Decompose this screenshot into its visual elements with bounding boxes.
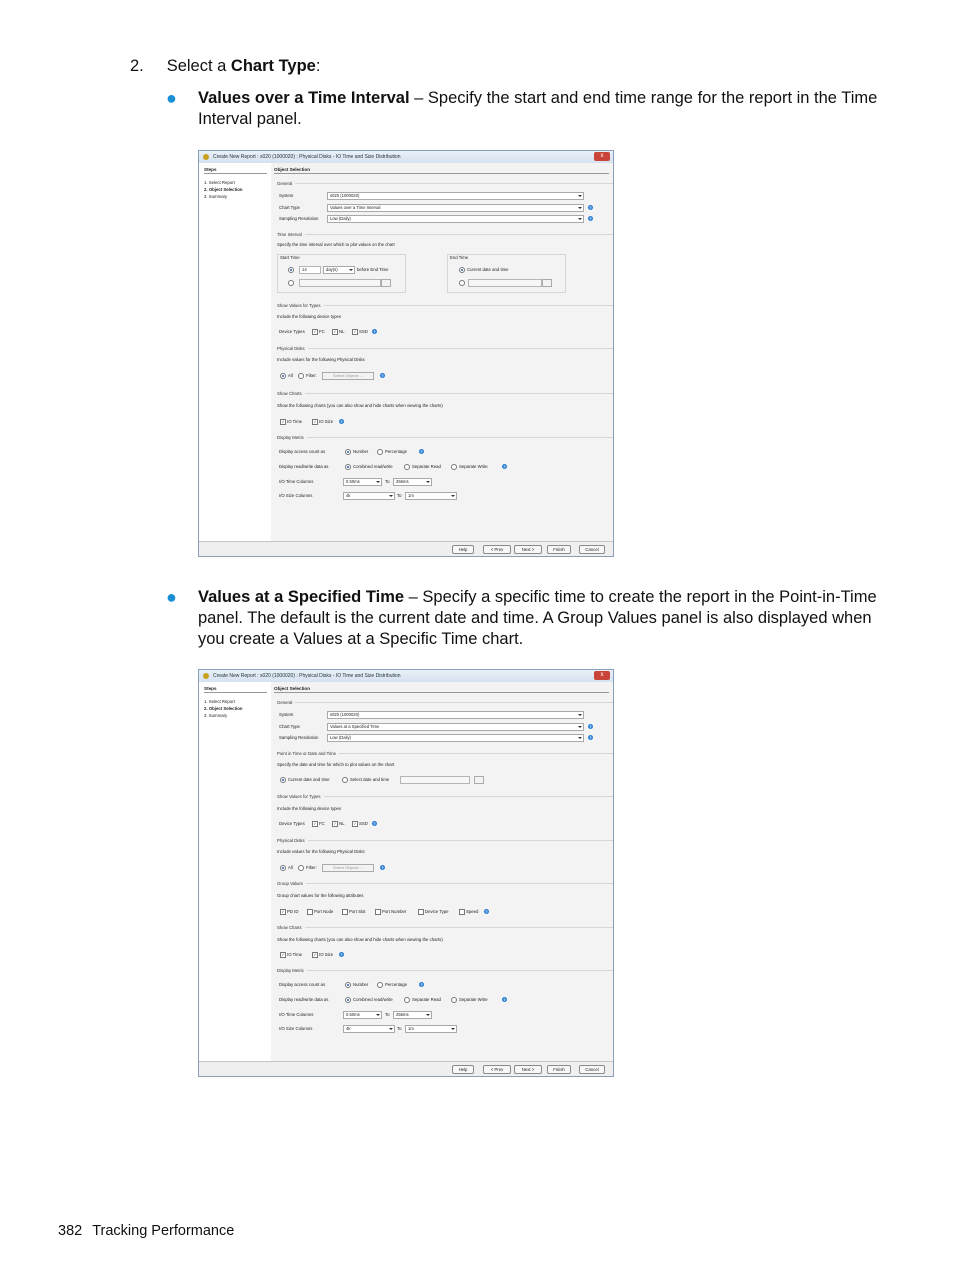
combined-label: Combined read/write	[353, 997, 393, 1002]
section-show-types: Show Values for Types	[277, 794, 321, 799]
bullet-title: Values over a Time Interval	[198, 89, 410, 107]
checkbox-ssd[interactable]: ✓	[353, 329, 357, 334]
start-time-label: Start Time	[280, 255, 300, 260]
read-write-label: Display read/write data as	[279, 464, 329, 469]
nl-label: NL	[339, 821, 345, 826]
include-disks-desc: Include values for the following Physical Disks	[277, 357, 365, 362]
read-write-label: Display read/write data as	[279, 997, 329, 1002]
ssd-label: SSD	[359, 329, 368, 334]
bullet-values-over-interval	[166, 88, 878, 130]
all-label: All	[288, 373, 293, 378]
button-bar	[199, 541, 613, 556]
filter-radio[interactable]	[298, 373, 304, 379]
device-types-label: Device Types	[279, 329, 305, 334]
dialog-values-over-interval	[198, 150, 614, 557]
chevron-down-icon	[389, 1028, 393, 1030]
io-size-to-value: 1m	[408, 493, 414, 498]
help-button[interactable]: Help	[452, 1065, 474, 1074]
checkbox-port-slot[interactable]	[342, 909, 348, 915]
chevron-down-icon	[578, 737, 582, 739]
io-time-columns-label: I/O Time Columns	[279, 1012, 314, 1017]
access-count-label: Display access count as	[279, 982, 326, 987]
separate-write-radio[interactable]	[451, 464, 457, 470]
io-size-to-select[interactable]	[405, 492, 457, 500]
help-icon[interactable]: ?	[340, 419, 343, 424]
cancel-button[interactable]: Cancel	[579, 1065, 605, 1074]
io-size-from-value: 4k	[346, 1026, 351, 1031]
ssd-label: SSD	[359, 821, 368, 826]
io-size-columns-label: I/O Size Columns	[279, 1026, 313, 1031]
section-general: General	[277, 181, 293, 186]
io-size-label: IO Size	[319, 952, 334, 957]
current-date-label: Current date and time	[288, 777, 330, 782]
prev-button[interactable]: < Prev	[483, 1065, 511, 1074]
chart-type-select[interactable]	[327, 204, 584, 212]
io-size-to-value: 1m	[408, 1026, 414, 1031]
step-item-current[interactable]: 2. Object Selection	[204, 706, 243, 711]
page-number: 382	[58, 1223, 83, 1239]
separate-read-label: Separate Read	[412, 997, 441, 1002]
help-icon[interactable]: ?	[589, 216, 592, 221]
io-size-label: IO Size	[319, 419, 334, 424]
dialog-title: Create New Report : s020 (1000020) : Physical Disks - IO Time and Size Distribution	[213, 154, 401, 160]
filter-label: Filter:	[306, 865, 317, 870]
start-unit-select[interactable]	[323, 266, 355, 274]
sampling-value: Low (Daily)	[330, 735, 351, 740]
help-icon[interactable]: ?	[373, 329, 376, 334]
chevron-down-icon	[426, 481, 430, 483]
step-number: 2.	[130, 57, 144, 75]
end-time-label: End Time	[450, 255, 469, 260]
object-selection-panel	[271, 682, 613, 1062]
end-date-radio[interactable]	[459, 280, 465, 286]
percentage-label: Percentage	[385, 982, 407, 987]
bullet-title: Values at a Specified Time	[198, 588, 405, 606]
io-time-label: IO Time	[287, 952, 303, 957]
section-general: General	[277, 700, 293, 705]
io-size-from-select[interactable]	[343, 492, 395, 500]
section-physical-disks: Physical Disks	[277, 838, 305, 843]
number-radio[interactable]	[345, 982, 351, 988]
checkbox-nl[interactable]: ✓	[333, 821, 337, 826]
separate-read-radio[interactable]	[404, 997, 410, 1003]
end-current-radio[interactable]	[459, 267, 465, 273]
checkbox-device-type[interactable]	[418, 909, 424, 915]
combined-radio[interactable]	[345, 464, 351, 470]
start-date-radio[interactable]	[288, 280, 294, 286]
help-icon[interactable]: ?	[503, 464, 506, 469]
calendar-icon[interactable]	[542, 279, 552, 287]
sampling-label: Sampling Resolution	[279, 735, 319, 740]
combined-radio[interactable]	[345, 997, 351, 1003]
all-radio[interactable]	[280, 373, 286, 379]
io-time-columns-label: I/O Time Columns	[279, 479, 314, 484]
help-icon[interactable]: ?	[589, 205, 592, 210]
io-size-from-value: 4k	[346, 493, 351, 498]
bullet-dot: ●	[166, 587, 177, 607]
sampling-value: Low (Daily)	[330, 216, 351, 221]
chart-type-label: Chart Type	[279, 724, 300, 729]
section-show-types: Show Values for Types	[277, 303, 321, 308]
pit-desc: Specify the date and time for which to plot values on the chart	[277, 762, 395, 767]
date-input[interactable]	[400, 776, 470, 784]
close-icon[interactable]: x	[594, 152, 610, 161]
steps-header: Steps	[204, 686, 217, 691]
section-show-charts: Show Charts	[277, 391, 302, 396]
calendar-icon[interactable]	[474, 776, 484, 784]
start-count-input[interactable]: 14	[299, 266, 321, 274]
chart-type-value: Values at a Specified Time	[330, 724, 380, 729]
show-charts-desc: Show the following charts (you can also show and hide charts when viewing the charts)	[277, 937, 443, 942]
chevron-down-icon	[349, 269, 353, 271]
nl-label: NL	[339, 329, 345, 334]
start-unit-value: day(s)	[326, 267, 338, 272]
chart-type-label: Chart Type	[279, 205, 300, 210]
bullet-dot: ●	[166, 88, 177, 108]
divider	[274, 173, 609, 174]
chevron-down-icon	[376, 481, 380, 483]
finish-button[interactable]: Finish	[547, 545, 571, 554]
footer-title: Tracking Performance	[92, 1223, 235, 1239]
close-icon[interactable]: x	[594, 671, 610, 680]
device-type-label: Device Type	[425, 909, 449, 914]
step-prefix: Select a	[166, 57, 231, 75]
panel-header: Object Selection	[274, 686, 310, 691]
separate-write-radio[interactable]	[451, 997, 457, 1003]
include-types-desc: Include the following device types	[277, 314, 342, 319]
next-button[interactable]: Next >	[514, 545, 542, 554]
io-time-from-value: 0.50ms	[346, 1012, 360, 1017]
system-select[interactable]	[327, 711, 584, 719]
sampling-label: Sampling Resolution	[279, 216, 319, 221]
number-label: Number	[353, 449, 369, 454]
step-item-current[interactable]: 2. Object Selection	[204, 187, 243, 192]
system-value: s020 (1000020)	[330, 193, 360, 198]
app-icon	[203, 154, 209, 160]
help-icon[interactable]: ?	[381, 865, 384, 870]
step-item[interactable]: 3. Summary	[204, 713, 228, 718]
object-selection-panel	[271, 163, 613, 542]
checkbox-fc[interactable]: ✓	[313, 329, 317, 334]
chevron-down-icon	[376, 1014, 380, 1016]
finish-button[interactable]: Finish	[547, 1065, 571, 1074]
show-charts-desc: Show the following charts (you can also show and hide charts when viewing the charts)	[277, 403, 443, 408]
help-icon[interactable]: ?	[381, 373, 384, 378]
checkbox-io-size[interactable]: ✓	[313, 952, 317, 957]
number-radio[interactable]	[345, 449, 351, 455]
divider	[274, 692, 609, 693]
help-icon[interactable]: ?	[485, 909, 488, 914]
system-label: System	[279, 712, 294, 717]
end-date-input[interactable]	[468, 279, 542, 287]
checkbox-nl[interactable]: ✓	[333, 329, 337, 334]
chart-type-select[interactable]	[327, 723, 584, 731]
start-relative-radio[interactable]	[288, 267, 294, 273]
help-icon[interactable]: ?	[503, 997, 506, 1002]
system-value: s020 (1000020)	[330, 712, 360, 717]
percentage-label: Percentage	[385, 449, 407, 454]
filter-label: Filter:	[306, 373, 317, 378]
separate-read-label: Separate Read	[412, 464, 441, 469]
checkbox-fc[interactable]: ✓	[313, 821, 317, 826]
io-time-label: IO Time	[287, 419, 303, 424]
device-types-label: Device Types	[279, 821, 305, 826]
chevron-down-icon	[578, 218, 582, 220]
time-interval-desc: Specify the time interval over which to plot values on the chart	[277, 242, 395, 247]
select-date-radio[interactable]	[342, 777, 348, 783]
step-heading	[130, 56, 320, 77]
section-display-metric: Display Metric	[277, 435, 304, 440]
select-objects-button[interactable]: Select Objects ...	[322, 864, 374, 872]
checkbox-io-time[interactable]: ✓	[281, 419, 285, 424]
step-item[interactable]: 1. Select Report	[204, 699, 235, 704]
system-label: System	[279, 193, 294, 198]
checkbox-port-number[interactable]	[375, 909, 381, 915]
help-icon[interactable]: ?	[420, 449, 423, 454]
chevron-down-icon	[578, 726, 582, 728]
separate-read-radio[interactable]	[404, 464, 410, 470]
speed-label: Speed	[466, 909, 479, 914]
steps-panel	[199, 163, 272, 542]
combined-label: Combined read/write	[353, 464, 393, 469]
system-select[interactable]	[327, 192, 584, 200]
help-icon[interactable]: ?	[373, 821, 376, 826]
separate-write-label: Separate Write	[459, 464, 488, 469]
current-date-radio[interactable]	[280, 777, 286, 783]
fc-label: FC	[319, 329, 325, 334]
chevron-down-icon	[578, 195, 582, 197]
section-point-in-time: Point in Time or Date and Time	[277, 751, 336, 756]
checkbox-pd-id[interactable]: ✓	[281, 909, 285, 914]
before-end-label: before End Time	[357, 267, 389, 272]
section-show-charts: Show Charts	[277, 925, 302, 930]
port-node-label: Port Node	[314, 909, 334, 914]
bullet-values-at-specified-time	[166, 587, 878, 650]
bullet-text: – Specify the start and end time range for the report in the Time Interval panel.	[198, 89, 878, 128]
access-count-label: Display access count as	[279, 449, 326, 454]
io-time-to-select[interactable]	[393, 478, 432, 486]
io-time-from-value: 0.50ms	[346, 479, 360, 484]
io-time-to-value: 256ms	[396, 479, 409, 484]
checkbox-io-size[interactable]: ✓	[313, 419, 317, 424]
to-label: To	[385, 479, 390, 484]
sampling-select[interactable]	[327, 215, 584, 223]
panel-header: Object Selection	[274, 167, 310, 172]
io-size-to-select[interactable]	[405, 1025, 457, 1033]
step-suffix: :	[315, 57, 321, 75]
divider	[204, 173, 267, 174]
io-time-from-select[interactable]	[343, 478, 382, 486]
sampling-select[interactable]	[327, 734, 584, 742]
end-current-label: Current date and time	[467, 267, 509, 272]
to-label: To	[397, 493, 402, 498]
chart-type-value: Values over a Time Interval	[330, 205, 381, 210]
chevron-down-icon	[578, 207, 582, 209]
checkbox-io-time[interactable]: ✓	[281, 952, 285, 957]
fc-label: FC	[319, 821, 325, 826]
pd-id-label: PD ID	[287, 909, 299, 914]
section-time-interval: Time Interval	[277, 232, 302, 237]
port-number-label: Port Number	[382, 909, 407, 914]
checkbox-ssd[interactable]: ✓	[353, 821, 357, 826]
help-icon[interactable]: ?	[420, 982, 423, 987]
io-size-from-select[interactable]	[343, 1025, 395, 1033]
group-desc: Group chart values for the following attributes	[277, 893, 364, 898]
select-date-label: Select date and time	[350, 777, 390, 782]
button-bar	[199, 1061, 613, 1076]
chevron-down-icon	[389, 495, 393, 497]
calendar-icon[interactable]	[381, 279, 391, 287]
to-label: To	[385, 1012, 390, 1017]
help-button[interactable]: Help	[452, 545, 474, 554]
port-slot-label: Port Slot	[349, 909, 366, 914]
number-label: Number	[353, 982, 369, 987]
percentage-radio[interactable]	[377, 449, 383, 455]
next-button[interactable]: Next >	[514, 1065, 542, 1074]
help-icon[interactable]: ?	[589, 724, 592, 729]
prev-button[interactable]: < Prev	[483, 545, 511, 554]
checkbox-speed[interactable]	[459, 909, 465, 915]
dialog-values-at-specified-time	[198, 669, 614, 1077]
section-group-values: Group Values	[277, 881, 303, 886]
io-time-to-value: 256ms	[396, 1012, 409, 1017]
section-display-metric: Display Metric	[277, 968, 304, 973]
bullet-text: – Specify a specific time to create the report in the Point-in-Time panel. The default is the current date and time. A Group Values panel is also displayed when you create a Values at a Specific Time chart.	[198, 588, 877, 648]
page-footer	[58, 1223, 234, 1239]
app-icon	[203, 673, 209, 679]
chevron-down-icon	[426, 1014, 430, 1016]
separate-write-label: Separate Write	[459, 997, 488, 1002]
io-size-columns-label: I/O Size Columns	[279, 493, 313, 498]
help-icon[interactable]: ?	[340, 952, 343, 957]
divider	[204, 692, 267, 693]
dialog-title: Create New Report : s020 (1000020) : Physical Disks - IO Time and Size Distribution	[213, 673, 401, 679]
steps-panel	[199, 682, 272, 1062]
all-label: All	[288, 865, 293, 870]
cancel-button[interactable]: Cancel	[579, 545, 605, 554]
percentage-radio[interactable]	[377, 982, 383, 988]
chevron-down-icon	[578, 714, 582, 716]
section-physical-disks: Physical Disks	[277, 346, 305, 351]
step-bold: Chart Type	[230, 57, 316, 75]
all-radio[interactable]	[280, 865, 286, 871]
help-icon[interactable]: ?	[589, 735, 592, 740]
start-date-input[interactable]	[299, 279, 381, 287]
step-item[interactable]: 3. Summary	[204, 194, 228, 199]
select-objects-button[interactable]: Select Objects ...	[322, 372, 374, 380]
chevron-down-icon	[451, 1028, 455, 1030]
step-item[interactable]: 1. Select Report	[204, 180, 235, 185]
checkbox-port-node[interactable]	[307, 909, 313, 915]
io-time-from-select[interactable]	[343, 1011, 382, 1019]
to-label: To	[397, 1026, 402, 1031]
filter-radio[interactable]	[298, 865, 304, 871]
chevron-down-icon	[451, 495, 455, 497]
include-disks-desc: Include values for the following Physical Disks	[277, 849, 365, 854]
include-types-desc: Include the following device types	[277, 806, 342, 811]
steps-header: Steps	[204, 167, 217, 172]
io-time-to-select[interactable]	[393, 1011, 432, 1019]
